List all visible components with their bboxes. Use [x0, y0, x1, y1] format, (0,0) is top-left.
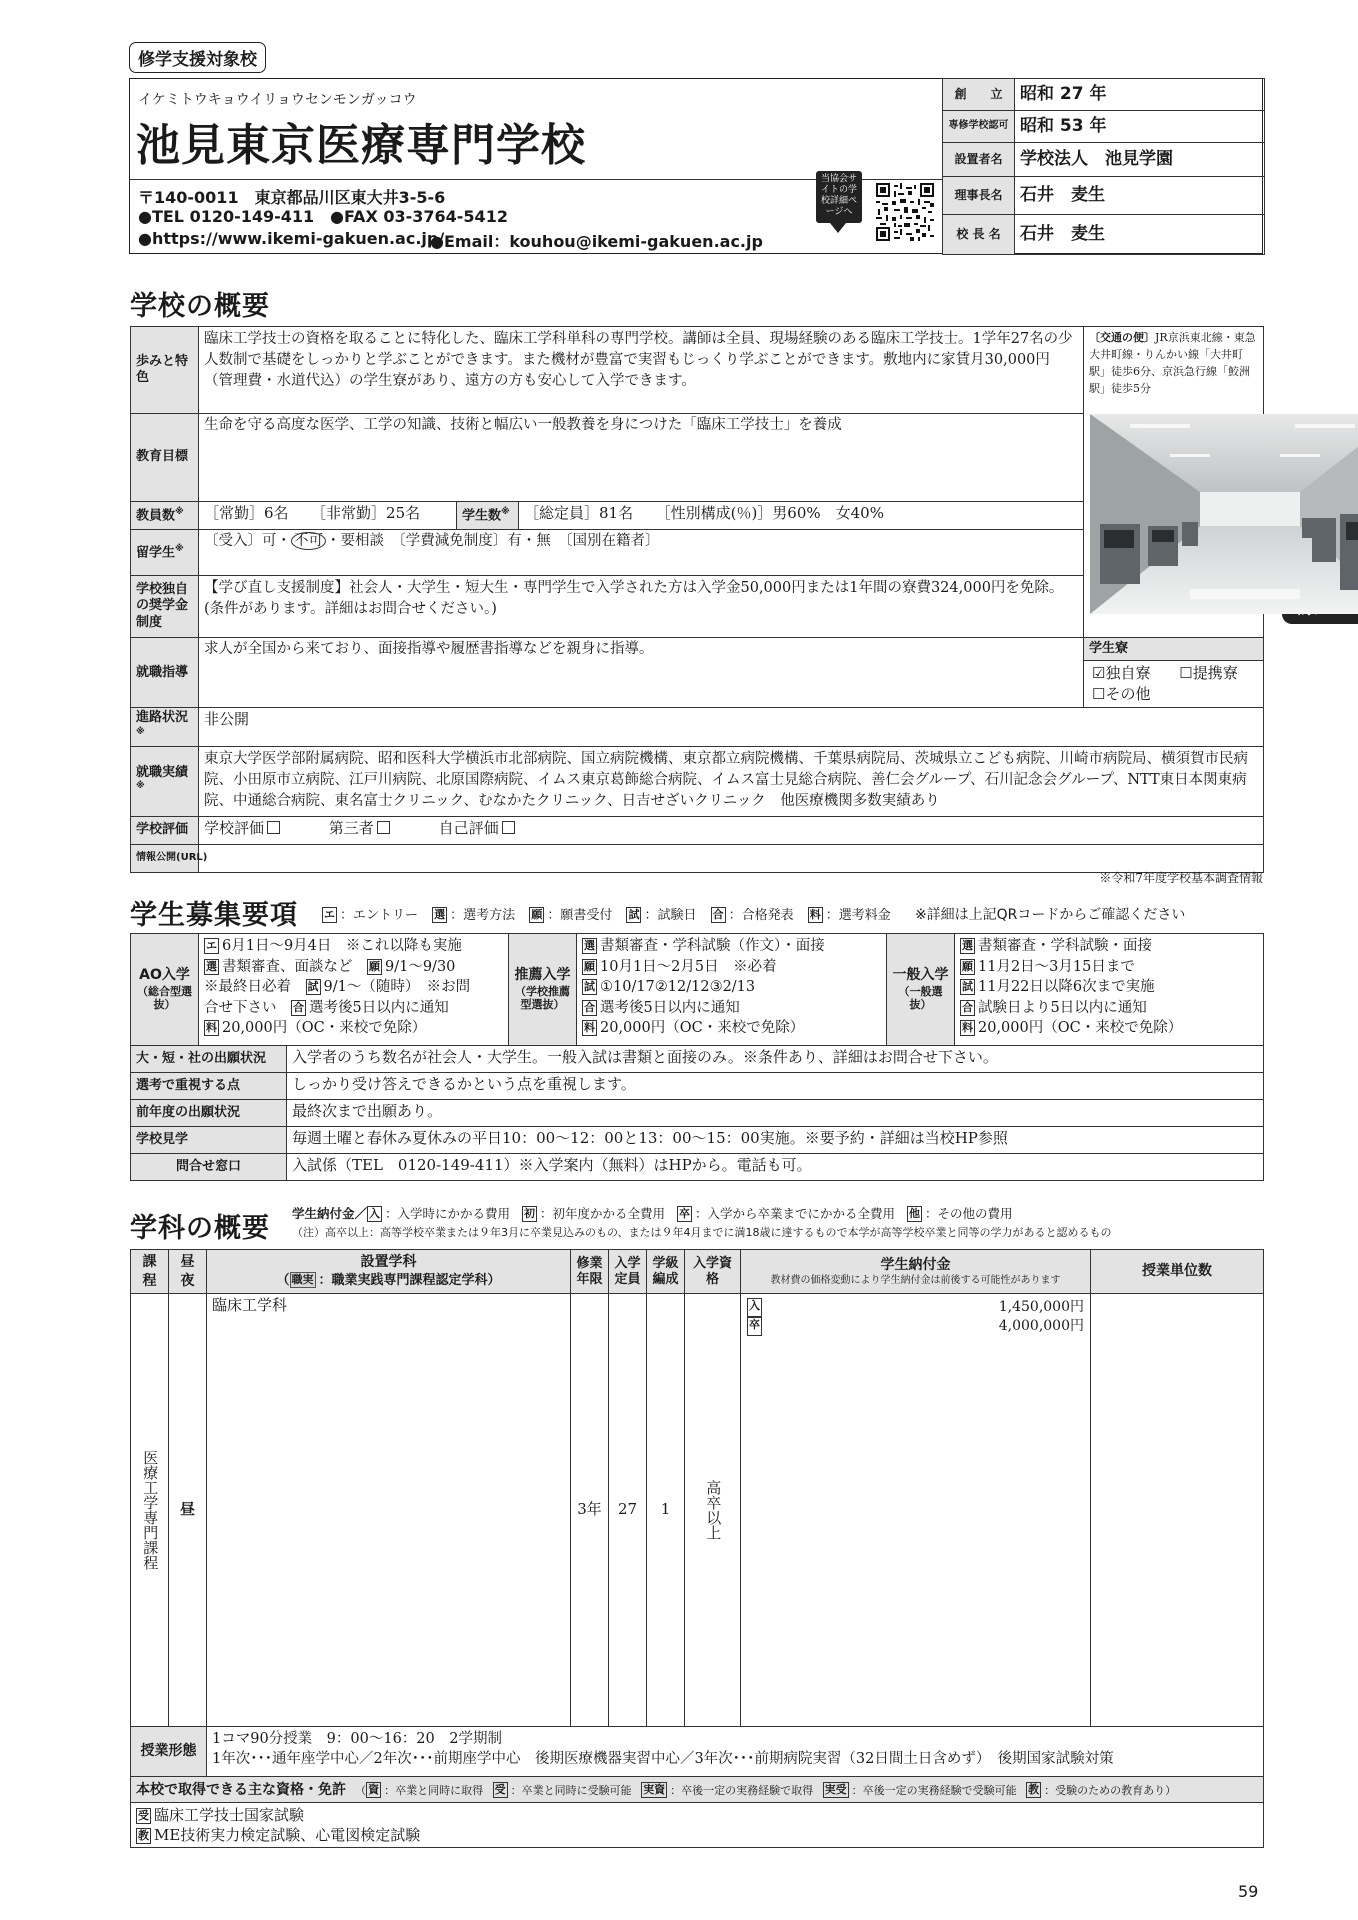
recruit-table: AO入学 （総合型選抜） エ 6月1日～9月4日 ※これ以降も実施 選 書類審査、面談など 願 9/1～9/30 ※最終日必着 試 9/1～（随時） ※お問 合せ下さい 合 選考後5日以内に通知 料 20,000円（OC・来校で免除） 推薦入学 （学校推薦型選抜） 選 書類審査・学科試験（作文）・面接 願 10月1日～2月5日 ※必着 試 ①10/17②12/12③2/13 合 選考後5日以内に通知 料 20,000円（OC・来校で免除） 一般入学 （一般選抜） 選 書類審査・学科試験・面接 願 11月2日～3月15日まで 試 11月22日以降6次まで実施 合 試験日より5日以内に通知 料 20,000円（OC・来校で免除） [130, 933, 1264, 1046]
overview-title: 学校の概要 [130, 291, 270, 322]
school-name: 池見東京医療専門学校 [136, 120, 586, 171]
classroom-photo [1090, 414, 1358, 614]
recruit-title: 学生募集要項 [130, 900, 298, 931]
course-name: 医療工学専門課程 [141, 1450, 160, 1570]
school-kana: イケミトウキョウイリョウセンモンガッコウ [138, 92, 417, 108]
dept-note: （注）高卒以上：高等学校卒業または９年3月に卒業見込みのもの、または９年4月までに満18歳に達するもので本学が高等学校卒業と同等の学力があると認めるもの [292, 1226, 1112, 1239]
years: 3年 [571, 1294, 609, 1727]
school-email[interactable]: ●Email：kouhou@ikemi-gakuen.ac.jp [430, 232, 763, 251]
job-guidance-text: 求人が全国から来ており、面接指導や履歴書指導などを親身に指導。 [199, 638, 1084, 708]
school-evaluation: 学校評価 第三者 自己評価 [199, 817, 1264, 845]
access-cell: 〔交通の便〕JR京浜東北線・東急大井町線・りんかい線「大井町駅」徒歩6分、京浜急行線「鮫洲駅」徒歩5分 [1084, 327, 1264, 414]
school-url[interactable]: ●https://www.ikemi-gakuen.ac.jp/ [138, 229, 445, 248]
dorm-partner-checkbox: ☐ [1179, 664, 1193, 683]
features-text: 臨床工学技士の資格を取ることに特化した、臨床工学科単科の専門学校。講師は全員、現場経験のある臨床工学技士。1学年27名の少人数制で基礎をしっかりと学ぶことができます。また機材が豊富で実習もじっくり学ぶことができます。敷地内に家賃月30,000円（管理費・水道代込）の学生寮があり、遠方の方も安心して入学できます。 [199, 327, 1084, 414]
qualification-header: 本校で取得できる主な資格・免許 （ 資 ：卒業と同時に取得 受 ：卒業と同時に受験可能 実資 ：卒後一定の実務経験で取得 実受 ：卒後一定の実務経験で受験可能 教 ：受験のための教育あり） [131, 1777, 1264, 1803]
goal-text: 生命を守る高度な医学、工学の知識、技術と幅広い一般教養を身につけた「臨床工学技士」を養成 [199, 414, 1084, 502]
page-number: 59 [1238, 1882, 1259, 1901]
fees-cell: 入 1,450,000円 卒 4,000,000円 [741, 1294, 1091, 1727]
dept-table: 課程 昼夜 設置学科 （ 職実 ：職業実践専門課程認定学科） 修業年限 入学定員 学級編成 入学資格 学生納付金 教材費の価格変動により学生納付金は前後する可能性があります 授業単位数 医療工学専門課程 昼 臨床工学科 3年 27 1 高卒以上 入 1,450,000円 卒 4,000,000円 授業形態 1コマ90分授業 9：00～16：20 2学期制 1年次･･･通年座学中心／2年次･･･前期座学中心 後期医療機器実習中心／3年次･･･前期病院実習（32日間土日含めず） 後期国家試験対策 本校で取得できる主な資格・免許 （ 資 ：卒業と同時に取得 受 ：卒業と同時に受験可能 実資 ：卒後一定の実務経験で取得 実受 ：卒後一定の実務経験で受験可能 教 ：受験のための教育あり） 受 臨床工学技士国家試験 教 ME技術実力検定試験、心電図検定試験 [130, 1249, 1264, 1848]
qr-caption: 当協会サイトの学校詳細ページへ [816, 171, 862, 223]
entry-qualification: 高卒以上 [704, 1480, 723, 1540]
dept-legend: 学生納付金／ 入 ：入学時にかかる費用 初 ：初年度かかる全費用 卒 ：入学から卒業までにかかる全費用 他 ：その他の費用 [292, 1206, 1013, 1221]
class-units [1091, 1294, 1264, 1727]
student-count: ［総定員］81名 ［性別構成(％)］男60% 女40% [519, 502, 1084, 530]
capacity: 27 [609, 1294, 647, 1727]
class-count: 1 [647, 1294, 685, 1727]
staff-count: ［常勤］6名 ［非常勤］25名 [199, 502, 457, 530]
school-tel: ●TEL 0120-149-411 [138, 207, 315, 226]
intl-students: 〔受入〕可・ 不可 ・要相談 〔学費減免制度〕有・無 〔国別在籍者〕 [199, 530, 1084, 576]
recruit-legend: エ ：エントリー 選 ：選考方法 願 ：願書受付 試 ：試験日 合 ：合格発表 料 ：選考料金 ※詳細は上記QRコードからご確認ください [324, 907, 1186, 923]
subject-name: 臨床工学科 [207, 1294, 571, 1727]
dorm-cell: 学生寮 ☑独自寮 ☐提携寮 ☐その他 [1084, 638, 1264, 708]
overview-table: 歩みと特色 臨床工学技士の資格を取ることに特化した、臨床工学科単科の専門学校。講師は全員、現場経験のある臨床工学技士。1学年27名の少人数制で基礎をしっかりと学ぶことができます。また機材が豊富で実習もじっくり学ぶことができます。敷地内に家賃月30,000円（管理費・水道代込）の学生寮があり、遠方の方も安心して入学できます。 〔交通の便〕JR京浜東北線・東急大井町線・りんかい線「大井町駅」徒歩6分、京浜急行線「鮫洲駅」徒歩5分 教育目標 生命を守る高度な医学、工学の知識、技術と幅広い一般教養を身につけた「臨床工学技士」を養成 教員数※ ［常勤］6名 ［非常勤］25名 学生数※ ［総定員］81名 ［性別構成(％)］男60% 女40% 留学生※ 〔受入〕可・ 不可 ・要相談 〔学費減免制度〕有・無 〔国別在籍者〕 学校独自の奨学金制度 【学び直し支援制度】社会人・大学生・短大生・専門学生で入学された方は入学金50,000円または1年間の寮費324,000円を免除。(条件があります。詳細はお問合せください。) 就職指導 求人が全国から来ており、面接指導や履歴書指導などを親身に指導。 学生寮 ☑独自寮 ☐提携寮 ☐その他 進路状況※ 非公開 就職実績※ 東京大学医学部附属病院、昭和医科大学横浜市北部病院、国立病院機構、東京都立病院機構、千葉県病院局、茨城県立こども病院、川崎市病院局、横須賀市民病院、小田原市立病院、江戸川病院、北原国際病院、イムス東京葛飾総合病院、イムス富士見総合病院、善仁会グループ、石川記念会グループ、NTT東日本関東病院、中通総合病院、東名富士クリニック、むなかたクリニック、日吉せざいクリニック 他医療機関多数実績あり 学校評価 学校評価 第三者 自己評価 情報公開(URL) [130, 326, 1264, 873]
recruit-info-table: 大・短・社の出願状況 入学者のうち数名が社会人・大学生。一般入試は書類と面接のみ。※条件あり、詳細はお問合せ下さい。 選考で重視する点 しっかり受け答えできるかという点を重視します。 前年度の出願状況 最終次まで出願あり。 学校見学 毎週土曜と春休み夏休みの平日10：00～12：00と13：00～15：00実施。※要予約・詳細は当校HP参照 問合せ窓口 入試係（TEL 0120-149-411）※入学案内（無料）はHPから。電話も可。 [130, 1045, 1264, 1181]
survey-note: ※令和7年度学校基本調査情報 [1099, 871, 1263, 885]
photo-cell [1084, 414, 1264, 638]
ao-details: エ 6月1日～9月4日 ※これ以降も実施 選 書類審査、面談など 願 9/1～9/30 ※最終日必着 試 9/1～（随時） ※お問 合せ下さい 合 選考後5日以内に通知 料 20,000円（OC・来校で免除） [199, 934, 509, 1046]
general-details: 選 書類審査・学科試験・面接 願 11月2日～3月15日まで 試 11月22日以降6次まで実施 合 試験日より5日以内に通知 料 20,000円（OC・来校で免除） [955, 934, 1264, 1046]
dorm-other-checkbox: ☐ [1092, 685, 1106, 704]
support-badge: 修学支援対象校 [129, 42, 266, 73]
qualification-list: 受 臨床工学技士国家試験 教 ME技術実力検定試験、心電図検定試験 [131, 1802, 1264, 1847]
qr-code-icon[interactable] [876, 183, 934, 241]
scholarship-text: 【学び直し支援制度】社会人・大学生・短大生・専門学生で入学された方は入学金50,000円または1年間の寮費324,000円を免除。(条件があります。詳細はお問合せください。) [199, 576, 1084, 638]
job-results-text: 東京大学医学部附属病院、昭和医科大学横浜市北部病院、国立病院機構、東京都立病院機構、千葉県病院局、茨城県立こども病院、川崎市病院局、横須賀市民病院、小田原市立病院、江戸川病院、北原国際病院、イムス東京葛飾総合病院、イムス富士見総合病院、善仁会グループ、石川記念会グループ、NTT東日本関東病院、中通総合病院、東名富士クリニック、むなかたクリニック、日吉せざいクリニック 他医療機関多数実績あり [199, 747, 1264, 817]
dorm-own-checkbox: ☑ [1092, 664, 1106, 683]
time-slot: 昼 [169, 1294, 207, 1727]
qr-caption-arrow [830, 223, 846, 233]
school-fax: ●FAX 03-3764-5412 [330, 207, 508, 226]
recommend-details: 選 書類審査・学科試験（作文）・面接 願 10月1日～2月5日 ※必着 試 ①10/17②12/12③2/13 合 選考後5日以内に通知 料 20,000円（OC・来校で免除） [577, 934, 887, 1046]
school-header [129, 78, 1263, 254]
career-path-text: 非公開 [199, 708, 1264, 747]
school-address: 〒140-0011 東京都品川区東大井3-5-6 [138, 188, 446, 207]
class-format: 1コマ90分授業 9：00～16：20 2学期制 1年次･･･通年座学中心／2年次･･･前期座学中心 後期医療機器実習中心／3年次･･･前期病院実習（32日間土日含めず） 後期国家試験対策 [207, 1727, 1264, 1777]
dept-title: 学科の概要 [130, 1213, 270, 1244]
school-info-table: 創 立 昭和 27 年 専修学校認可 昭和 53 年 設置者名 学校法人 池見学園 理事長名 石井 麦生 校 長 名 石井 麦生 [942, 78, 1265, 255]
